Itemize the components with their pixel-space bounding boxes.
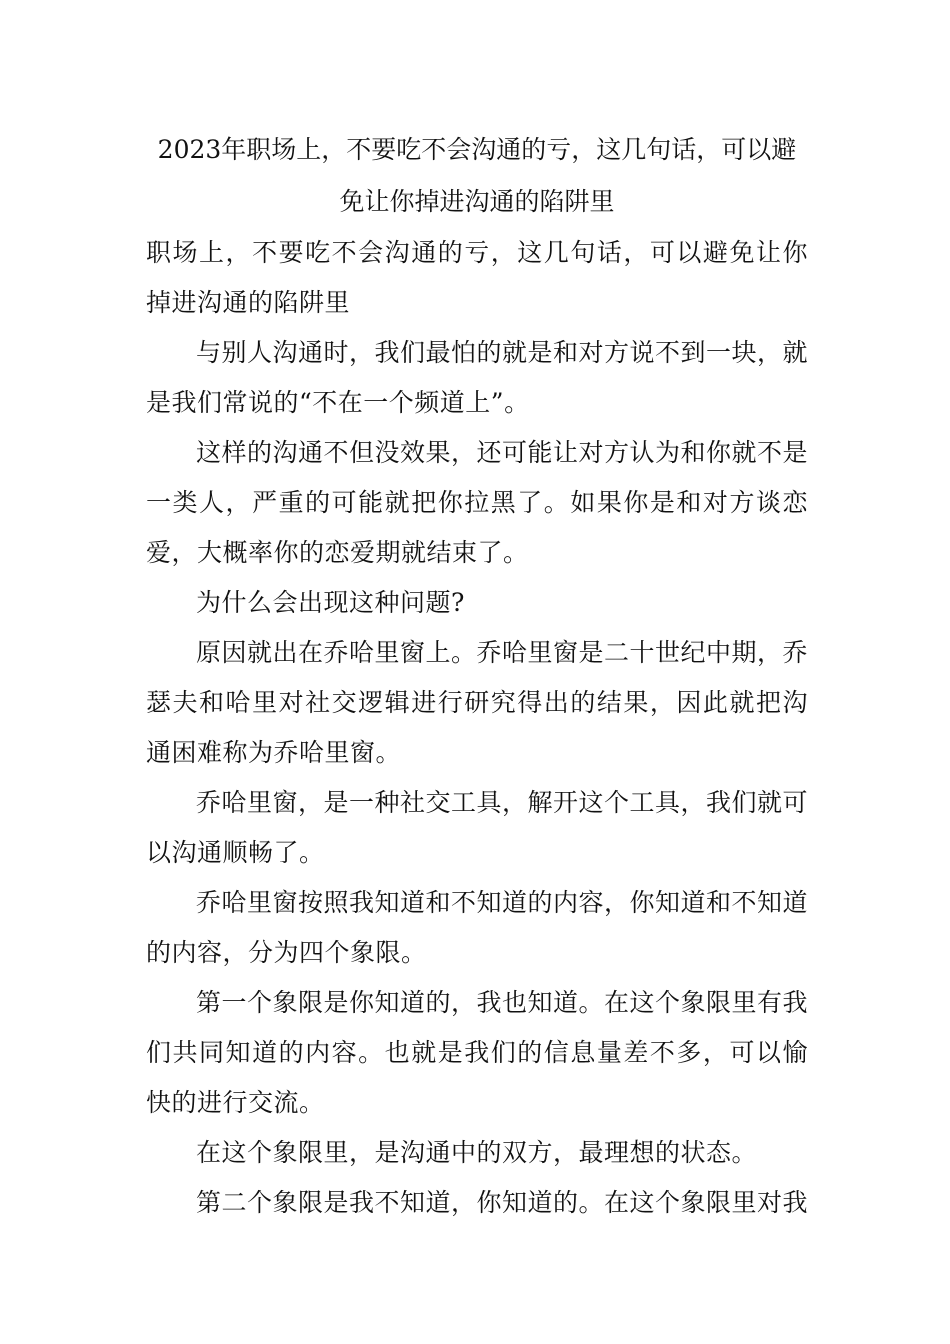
body-paragraph: 原因就出在乔哈里窗上。乔哈里窗是二十世纪中期，乔瑟夫和哈里对社交逻辑进行研究得出的结果，因此就把沟通困难称为乔哈里窗。 bbox=[146, 638, 809, 767]
document-page bbox=[146, 124, 808, 1228]
body-paragraph: 乔哈里窗，是一种社交工具，解开这个工具，我们就可以沟通顺畅了。 bbox=[146, 788, 809, 867]
body-paragraph: 这样的沟通不但没效果，还可能让对方认为和你就不是一类人，严重的可能就把你拉黑了。如果你是和对方谈恋爱，大概率你的恋爱期就结束了。 bbox=[146, 438, 809, 567]
body-paragraph: 第二个象限是我不知道，你知道的。在这个象限里对我 bbox=[196, 1188, 809, 1217]
body-paragraph: 第一个象限是你知道的，我也知道。在这个象限里有我们共同知道的内容。也就是我们的信息量差不多，可以愉快的进行交流。 bbox=[146, 988, 809, 1117]
lead-paragraph: 职场上，不要吃不会沟通的亏，这几句话，可以避免让你掉进沟通的陷阱里 bbox=[146, 238, 808, 317]
body-paragraph: 在这个象限里，是沟通中的双方，最理想的状态。 bbox=[196, 1138, 758, 1167]
body-paragraph: 与别人沟通时，我们最怕的就是和对方说不到一块，就是我们常说的“不在一个频道上”。 bbox=[146, 338, 809, 417]
document-title: 2023年职场上，不要吃不会沟通的亏，这几句话，可以避免让你掉进沟通的陷阱里 bbox=[157, 135, 797, 216]
body-paragraph: 乔哈里窗按照我知道和不知道的内容，你知道和不知道的内容，分为四个象限。 bbox=[146, 888, 809, 967]
body-paragraph: 为什么会出现这种问题? bbox=[196, 588, 465, 617]
